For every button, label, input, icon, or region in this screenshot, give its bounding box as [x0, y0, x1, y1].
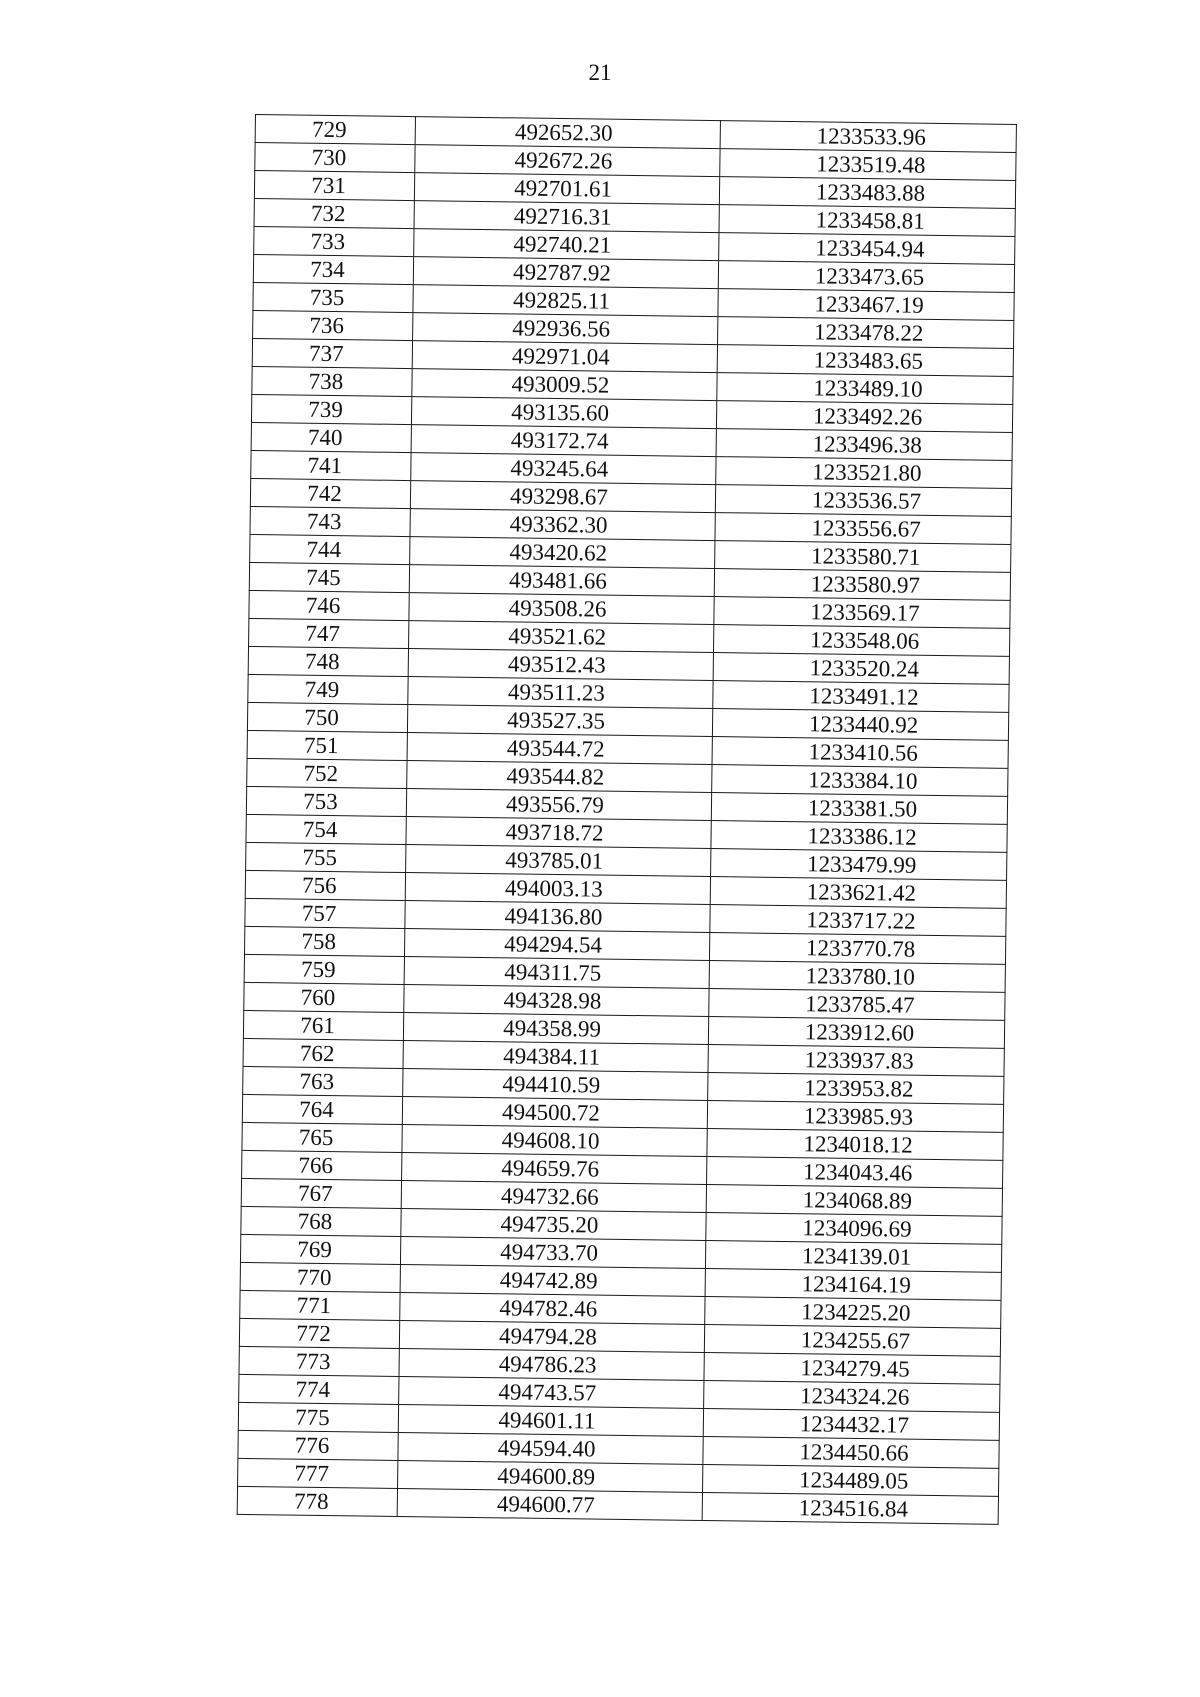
x-coordinate-cell: 493135.60 — [411, 397, 716, 429]
point-number-cell: 754 — [246, 814, 406, 844]
point-number-cell: 761 — [243, 1010, 403, 1040]
y-coordinate-cell: 1233478.22 — [718, 317, 1014, 349]
y-coordinate-cell: 1233386.12 — [711, 821, 1007, 853]
point-number-cell: 746 — [249, 590, 409, 620]
y-coordinate-cell: 1233410.56 — [712, 737, 1008, 769]
point-number-cell: 755 — [246, 842, 406, 872]
x-coordinate-cell: 494732.66 — [401, 1181, 706, 1213]
x-coordinate-cell: 492701.61 — [414, 173, 719, 205]
y-coordinate-cell: 1233548.06 — [713, 625, 1009, 657]
point-number-cell: 752 — [247, 758, 407, 788]
x-coordinate-cell: 494608.10 — [402, 1125, 707, 1157]
x-coordinate-cell: 494358.99 — [403, 1013, 708, 1045]
x-coordinate-cell: 494500.72 — [402, 1097, 707, 1129]
x-coordinate-cell: 494600.89 — [398, 1460, 703, 1492]
point-number-cell: 733 — [254, 226, 414, 256]
y-coordinate-cell: 1233496.38 — [716, 429, 1012, 461]
y-coordinate-cell: 1234139.01 — [705, 1240, 1001, 1272]
y-coordinate-cell: 1233520.24 — [713, 653, 1009, 685]
point-number-cell: 758 — [244, 926, 404, 956]
point-number-cell: 743 — [250, 506, 410, 536]
x-coordinate-cell: 492936.56 — [413, 313, 718, 345]
point-number-cell: 730 — [255, 143, 415, 173]
point-number-cell: 747 — [249, 618, 409, 648]
y-coordinate-cell: 1233785.47 — [709, 989, 1005, 1021]
x-coordinate-cell: 493481.66 — [409, 565, 714, 597]
x-coordinate-cell: 494659.76 — [402, 1153, 707, 1185]
point-number-cell: 777 — [238, 1458, 398, 1488]
y-coordinate-cell: 1233458.81 — [719, 205, 1015, 237]
x-coordinate-cell: 492825.11 — [413, 285, 718, 317]
coordinate-table — [237, 114, 1017, 1525]
y-coordinate-cell: 1233492.26 — [716, 401, 1012, 433]
point-number-cell: 771 — [240, 1290, 400, 1320]
x-coordinate-cell: 493172.74 — [411, 425, 716, 457]
y-coordinate-cell: 1233536.57 — [715, 485, 1011, 517]
x-coordinate-cell: 494410.59 — [403, 1069, 708, 1101]
point-number-cell: 740 — [251, 422, 411, 452]
point-number-cell: 741 — [251, 450, 411, 480]
y-coordinate-cell: 1234043.46 — [707, 1157, 1003, 1189]
point-number-cell: 749 — [248, 674, 408, 704]
page-number: 21 — [588, 60, 612, 85]
x-coordinate-cell: 494594.40 — [398, 1432, 703, 1464]
y-coordinate-cell: 1234096.69 — [706, 1212, 1002, 1244]
y-coordinate-cell: 1233489.10 — [717, 373, 1013, 405]
point-number-cell: 762 — [243, 1038, 403, 1068]
x-coordinate-cell: 493009.52 — [412, 369, 717, 401]
point-number-cell: 776 — [238, 1430, 398, 1460]
y-coordinate-cell: 1233381.50 — [711, 793, 1007, 825]
x-coordinate-cell: 493362.30 — [410, 509, 715, 541]
point-number-cell: 744 — [250, 534, 410, 564]
point-number-cell: 748 — [248, 646, 408, 676]
x-coordinate-cell: 494384.11 — [403, 1041, 708, 1073]
x-coordinate-cell: 494600.77 — [397, 1488, 702, 1520]
coordinate-table-body — [237, 115, 1016, 1525]
x-coordinate-cell: 493785.01 — [406, 845, 711, 877]
y-coordinate-cell: 1233580.71 — [715, 541, 1011, 573]
point-number-cell: 742 — [250, 478, 410, 508]
x-coordinate-cell: 493544.72 — [407, 733, 712, 765]
y-coordinate-cell: 1234516.84 — [702, 1492, 998, 1524]
y-coordinate-cell: 1233621.42 — [710, 877, 1006, 909]
x-coordinate-cell: 492716.31 — [414, 201, 719, 233]
point-number-cell: 737 — [252, 338, 412, 368]
x-coordinate-cell: 494743.57 — [399, 1376, 704, 1408]
y-coordinate-cell: 1233780.10 — [709, 961, 1005, 993]
point-number-cell: 753 — [246, 786, 406, 816]
x-coordinate-cell: 493521.62 — [409, 621, 714, 653]
y-coordinate-cell: 1234450.66 — [703, 1436, 999, 1468]
point-number-cell: 732 — [254, 198, 414, 228]
x-coordinate-cell: 493508.26 — [409, 593, 714, 625]
x-coordinate-cell: 494328.98 — [404, 985, 709, 1017]
x-coordinate-cell: 494786.23 — [399, 1348, 704, 1380]
point-number-cell: 775 — [238, 1402, 398, 1432]
point-number-cell: 739 — [251, 394, 411, 424]
x-coordinate-cell: 493245.64 — [411, 453, 716, 485]
x-coordinate-cell: 492740.21 — [414, 229, 719, 261]
point-number-cell: 756 — [245, 870, 405, 900]
x-coordinate-cell: 494794.28 — [399, 1320, 704, 1352]
y-coordinate-cell: 1233479.99 — [711, 849, 1007, 881]
y-coordinate-cell: 1233467.19 — [718, 289, 1014, 321]
point-number-cell: 766 — [242, 1150, 402, 1180]
y-coordinate-cell: 1233483.88 — [719, 177, 1015, 209]
y-coordinate-cell: 1234489.05 — [702, 1464, 998, 1496]
point-number-cell: 767 — [241, 1178, 401, 1208]
y-coordinate-cell: 1233770.78 — [709, 933, 1005, 965]
y-coordinate-cell: 1234324.26 — [704, 1380, 1000, 1412]
y-coordinate-cell: 1233454.94 — [719, 233, 1015, 265]
y-coordinate-cell: 1234164.19 — [705, 1268, 1001, 1300]
x-coordinate-cell: 493556.79 — [406, 789, 711, 821]
x-coordinate-cell: 494742.89 — [400, 1265, 705, 1297]
y-coordinate-cell: 1233440.92 — [712, 709, 1008, 741]
x-coordinate-cell: 494735.20 — [401, 1209, 706, 1241]
point-number-cell: 770 — [240, 1262, 400, 1292]
y-coordinate-cell: 1234068.89 — [706, 1185, 1002, 1217]
y-coordinate-cell: 1234018.12 — [707, 1129, 1003, 1161]
x-coordinate-cell: 492672.26 — [415, 145, 720, 177]
x-coordinate-cell: 493512.43 — [408, 649, 713, 681]
y-coordinate-cell: 1233491.12 — [713, 681, 1009, 713]
point-number-cell: 734 — [253, 254, 413, 284]
point-number-cell: 757 — [245, 898, 405, 928]
y-coordinate-cell: 1234432.17 — [703, 1408, 999, 1440]
point-number-cell: 731 — [254, 171, 414, 201]
x-coordinate-cell: 494782.46 — [400, 1293, 705, 1325]
point-number-cell: 760 — [244, 982, 404, 1012]
y-coordinate-cell: 1233521.80 — [716, 457, 1012, 489]
point-number-cell: 751 — [247, 730, 407, 760]
y-coordinate-cell: 1233985.93 — [707, 1101, 1003, 1133]
y-coordinate-cell: 1234255.67 — [704, 1324, 1000, 1356]
x-coordinate-cell: 494733.70 — [400, 1237, 705, 1269]
point-number-cell: 736 — [253, 310, 413, 340]
y-coordinate-cell: 1233384.10 — [712, 765, 1008, 797]
x-coordinate-cell: 493511.23 — [408, 677, 713, 709]
y-coordinate-cell: 1233519.48 — [720, 149, 1016, 181]
y-coordinate-cell: 1233953.82 — [708, 1073, 1004, 1105]
y-coordinate-cell: 1233717.22 — [710, 905, 1006, 937]
x-coordinate-cell: 493420.62 — [410, 537, 715, 569]
y-coordinate-cell: 1233533.96 — [720, 121, 1016, 153]
point-number-cell: 769 — [240, 1234, 400, 1264]
point-number-cell: 745 — [249, 562, 409, 592]
point-number-cell: 738 — [252, 366, 412, 396]
point-number-cell: 759 — [244, 954, 404, 984]
x-coordinate-cell: 493718.72 — [406, 817, 711, 849]
point-number-cell: 729 — [255, 115, 415, 145]
y-coordinate-cell: 1233569.17 — [714, 597, 1010, 629]
x-coordinate-cell: 494294.54 — [404, 929, 709, 961]
x-coordinate-cell: 494003.13 — [405, 873, 710, 905]
point-number-cell: 750 — [247, 702, 407, 732]
y-coordinate-cell: 1233556.67 — [715, 513, 1011, 545]
point-number-cell: 735 — [253, 282, 413, 312]
x-coordinate-cell: 494136.80 — [405, 901, 710, 933]
point-number-cell: 778 — [237, 1486, 397, 1516]
y-coordinate-cell: 1234225.20 — [705, 1296, 1001, 1328]
x-coordinate-cell: 492787.92 — [413, 257, 718, 289]
y-coordinate-cell: 1233483.65 — [717, 345, 1013, 377]
y-coordinate-cell: 1233937.83 — [708, 1045, 1004, 1077]
point-number-cell: 765 — [242, 1122, 402, 1152]
point-number-cell: 768 — [241, 1206, 401, 1236]
y-coordinate-cell: 1233580.97 — [714, 569, 1010, 601]
x-coordinate-cell: 494311.75 — [404, 957, 709, 989]
y-coordinate-cell: 1233912.60 — [708, 1017, 1004, 1049]
point-number-cell: 763 — [243, 1066, 403, 1096]
x-coordinate-cell: 493544.82 — [407, 761, 712, 793]
x-coordinate-cell: 492971.04 — [412, 341, 717, 373]
x-coordinate-cell: 493527.35 — [407, 705, 712, 737]
point-number-cell: 772 — [239, 1318, 399, 1348]
point-number-cell: 773 — [239, 1346, 399, 1376]
x-coordinate-cell: 493298.67 — [410, 481, 715, 513]
y-coordinate-cell: 1234279.45 — [704, 1352, 1000, 1384]
x-coordinate-cell: 492652.30 — [415, 117, 720, 149]
y-coordinate-cell: 1233473.65 — [718, 261, 1014, 293]
point-number-cell: 774 — [239, 1374, 399, 1404]
x-coordinate-cell: 494601.11 — [398, 1404, 703, 1436]
point-number-cell: 764 — [242, 1094, 402, 1124]
